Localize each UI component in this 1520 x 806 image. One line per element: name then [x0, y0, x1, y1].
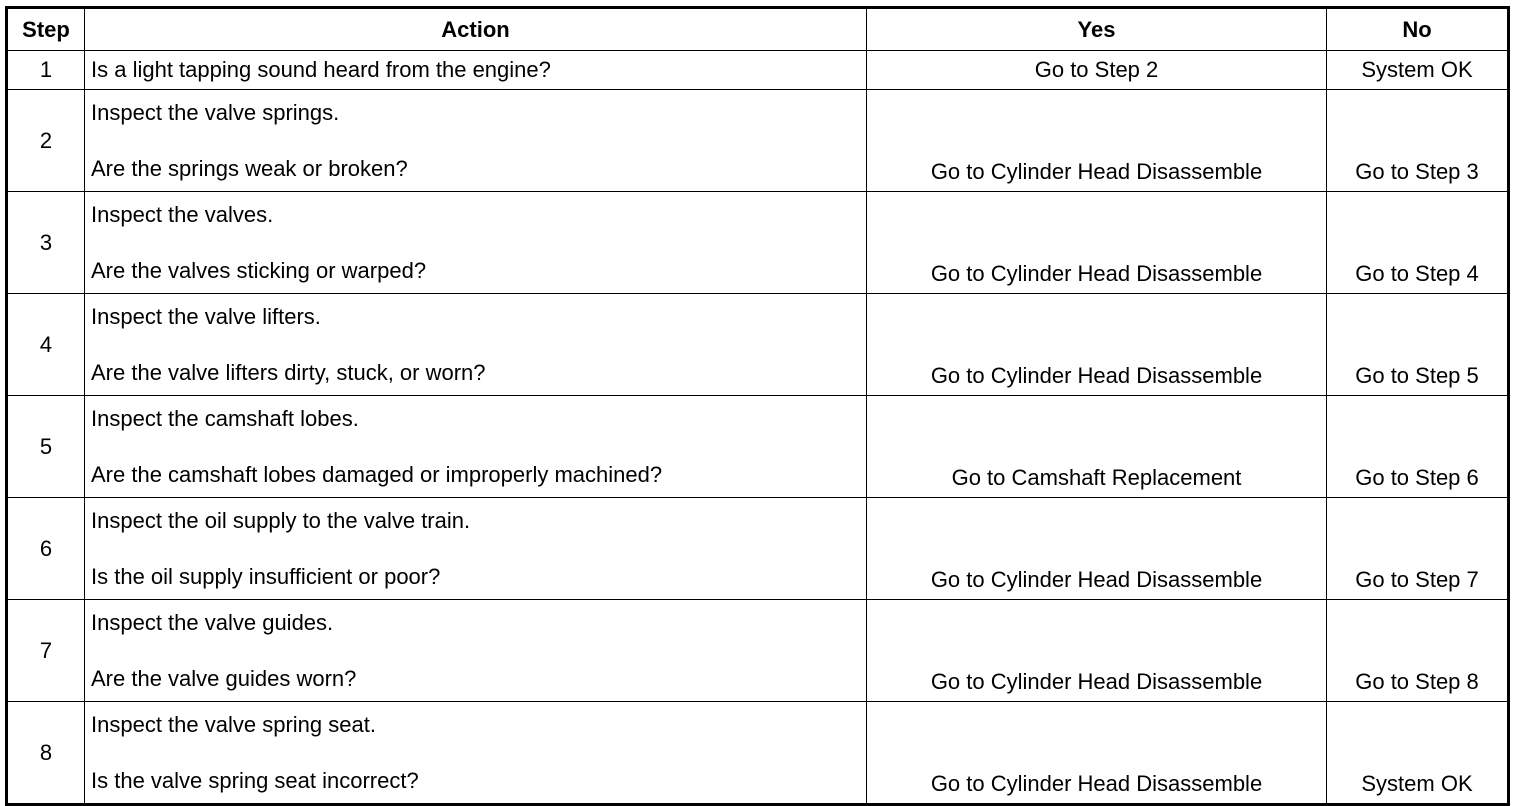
- action-cell: [85, 192, 867, 294]
- yes-result: Go to Cylinder Head Disassemble: [867, 90, 1327, 192]
- action-inspect: Inspect the camshaft lobes.: [91, 405, 359, 431]
- step-number: 2: [7, 90, 85, 192]
- action-question: Is the valve spring seat incorrect?: [91, 767, 419, 793]
- header-action: Action: [85, 8, 867, 51]
- table-row: [7, 192, 1509, 294]
- action-question: Is the oil supply insufficient or poor?: [91, 563, 441, 589]
- table-row: [7, 600, 1509, 702]
- table-row: [7, 51, 1509, 90]
- action-inspect: Inspect the valve lifters.: [91, 303, 321, 329]
- yes-result: Go to Cylinder Head Disassemble: [867, 192, 1327, 294]
- step-number: 1: [7, 51, 85, 90]
- no-result: Go to Step 7: [1327, 498, 1509, 600]
- action-question: Are the valves sticking or warped?: [91, 257, 427, 283]
- table-row: [7, 294, 1509, 396]
- yes-result: Go to Cylinder Head Disassemble: [867, 294, 1327, 396]
- yes-result: Go to Cylinder Head Disassemble: [867, 702, 1327, 805]
- table-row: [7, 396, 1509, 498]
- action-cell: [85, 396, 867, 498]
- action-question: Are the springs weak or broken?: [91, 155, 408, 181]
- action-cell: [85, 498, 867, 600]
- action-question: Are the valve guides worn?: [91, 665, 357, 691]
- yes-result: Go to Step 2: [867, 51, 1327, 90]
- no-result: Go to Step 8: [1327, 600, 1509, 702]
- header-row: [7, 8, 1509, 51]
- action-question: Are the valve lifters dirty, stuck, or worn?: [91, 359, 486, 385]
- header-step: Step: [7, 8, 85, 51]
- action-cell: [85, 600, 867, 702]
- step-number: 8: [7, 702, 85, 805]
- yes-result: Go to Camshaft Replacement: [867, 396, 1327, 498]
- step-number: 3: [7, 192, 85, 294]
- action-cell: [85, 702, 867, 805]
- step-number: 6: [7, 498, 85, 600]
- no-result: Go to Step 5: [1327, 294, 1509, 396]
- action-inspect: Inspect the valves.: [91, 201, 274, 227]
- action-inspect: Inspect the valve guides.: [91, 609, 334, 635]
- no-result: Go to Step 6: [1327, 396, 1509, 498]
- no-result: Go to Step 3: [1327, 90, 1509, 192]
- diagnostic-table: [5, 6, 1510, 806]
- action-inspect: Inspect the oil supply to the valve train.: [91, 507, 471, 533]
- yes-result: Go to Cylinder Head Disassemble: [867, 600, 1327, 702]
- action-question: Are the camshaft lobes damaged or improperly machined?: [91, 461, 663, 487]
- header-yes: Yes: [867, 8, 1327, 51]
- no-result: System OK: [1327, 702, 1509, 805]
- action-inspect: Inspect the valve spring seat.: [91, 711, 376, 737]
- action-cell: [85, 90, 867, 192]
- yes-result: Go to Cylinder Head Disassemble: [867, 498, 1327, 600]
- header-no: No: [1327, 8, 1509, 51]
- table-row: [7, 498, 1509, 600]
- table-row: [7, 702, 1509, 805]
- no-result: Go to Step 4: [1327, 192, 1509, 294]
- step-number: 7: [7, 600, 85, 702]
- no-result: System OK: [1327, 51, 1509, 90]
- step-number: 4: [7, 294, 85, 396]
- action-cell: [85, 294, 867, 396]
- action-question: Is a light tapping sound heard from the engine?: [85, 51, 867, 90]
- step-number: 5: [7, 396, 85, 498]
- action-inspect: Inspect the valve springs.: [91, 99, 340, 125]
- table-row: [7, 90, 1509, 192]
